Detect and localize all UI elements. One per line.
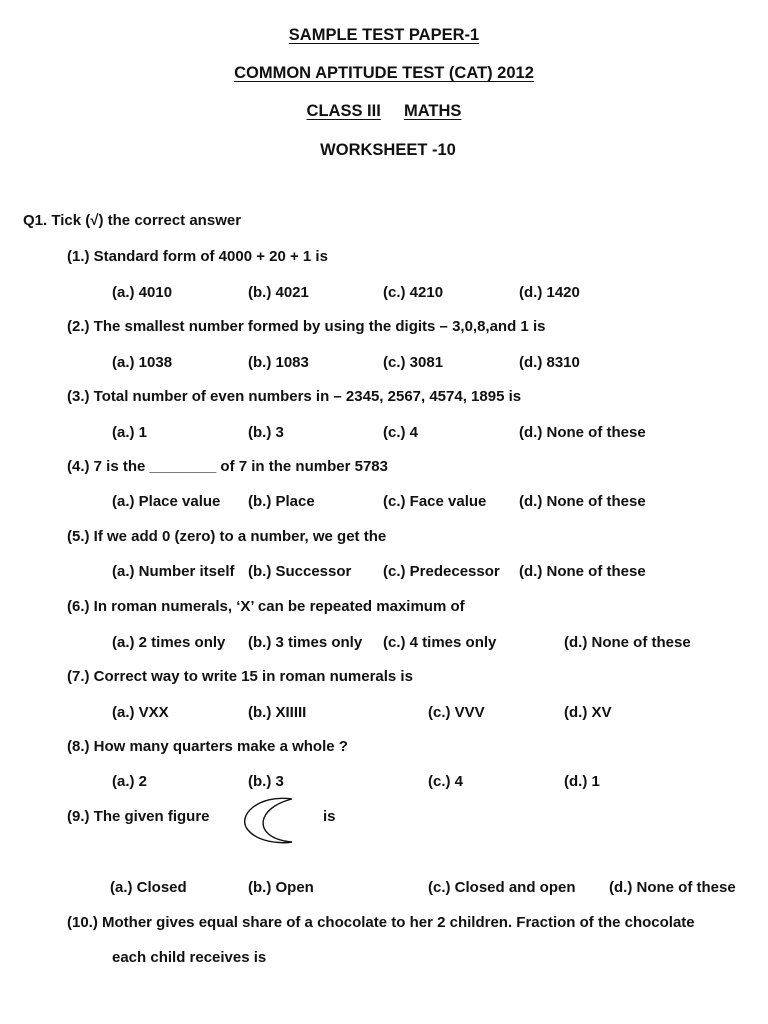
paper-title — [0, 26, 768, 45]
q1-option-a[interactable]: (a.) 4010 — [112, 284, 173, 301]
q7-option-a[interactable]: (a.) VXX — [112, 704, 169, 721]
q3-option-b[interactable]: (b.) 3 — [248, 424, 284, 441]
question-5: (5.) If we add 0 (zero) to a number, we get the — [67, 528, 387, 545]
question-9: (9.) The given figure — [67, 808, 210, 825]
class-label: CLASS III — [306, 102, 381, 120]
q5-option-c[interactable]: (c.) Predecessor — [383, 563, 500, 580]
q7-option-b[interactable]: (b.) XIIIII — [248, 704, 307, 721]
q2-option-c[interactable]: (c.) 3081 — [383, 354, 444, 371]
q8-option-a[interactable]: (a.) 2 — [112, 773, 148, 790]
q3-option-d[interactable]: (d.) None of these — [519, 424, 646, 441]
class-subject-line — [0, 102, 768, 121]
question-8: (8.) How many quarters make a whole ? — [67, 738, 348, 755]
q3-option-c[interactable]: (c.) 4 — [383, 424, 419, 441]
question-1: (1.) Standard form of 4000 + 20 + 1 is — [67, 248, 328, 265]
q8-option-c[interactable]: (c.) 4 — [428, 773, 464, 790]
q6-option-b[interactable]: (b.) 3 times only — [248, 634, 363, 651]
question-6: (6.) In roman numerals, ‘X’ can be repeated maximum of — [67, 598, 465, 615]
q2-option-a[interactable]: (a.) 1038 — [112, 354, 173, 371]
worksheet-title-text: WORKSHEET -10 — [320, 141, 456, 159]
section-title: Q1. Tick (√) the correct answer — [23, 212, 242, 229]
q2-option-b[interactable]: (b.) 1083 — [248, 354, 309, 371]
q4-option-d[interactable]: (d.) None of these — [519, 493, 646, 510]
q4-option-b[interactable]: (b.) Place — [248, 493, 315, 510]
q5-option-d[interactable]: (d.) None of these — [519, 563, 646, 580]
q6-option-d[interactable]: (d.) None of these — [564, 634, 691, 651]
worksheet-title — [4, 141, 768, 160]
question-3: (3.) Total number of even numbers in – 2345, 2567, 4574, 1895 is — [67, 388, 522, 405]
question-2: (2.) The smallest number formed by using the digits – 3,0,8,and 1 is — [67, 318, 546, 335]
q4-option-c[interactable]: (c.) Face value — [383, 493, 487, 510]
q6-option-c[interactable]: (c.) 4 times only — [383, 634, 497, 651]
q9-option-a[interactable]: (a.) Closed — [110, 879, 187, 896]
q9-option-d[interactable]: (d.) None of these — [609, 879, 736, 896]
q2-option-d[interactable]: (d.) 8310 — [519, 354, 580, 371]
q8-option-b[interactable]: (b.) 3 — [248, 773, 284, 790]
question-7: (7.) Correct way to write 15 in roman numerals is — [67, 668, 413, 685]
question-4: (4.) 7 is the ________ of 7 in the number 5783 — [67, 458, 388, 475]
q3-option-a[interactable]: (a.) 1 — [112, 424, 148, 441]
question-10-continuation: each child receives is — [112, 949, 267, 966]
q5-option-b[interactable]: (b.) Successor — [248, 563, 352, 580]
subject-label: MATHS — [404, 102, 462, 120]
exam-title — [0, 64, 768, 83]
q5-option-a[interactable]: (a.) Number itself — [112, 563, 235, 580]
question-9-suffix: is — [323, 808, 336, 825]
q1-option-b[interactable]: (b.) 4021 — [248, 284, 309, 301]
q8-option-d[interactable]: (d.) 1 — [564, 773, 600, 790]
q4-option-a[interactable]: (a.) Place value — [112, 493, 221, 510]
q1-option-c[interactable]: (c.) 4210 — [383, 284, 444, 301]
q9-option-b[interactable]: (b.) Open — [248, 879, 314, 896]
q9-option-c[interactable]: (c.) Closed and open — [428, 879, 576, 896]
q6-option-a[interactable]: (a.) 2 times only — [112, 634, 226, 651]
crescent-figure-icon — [240, 796, 296, 846]
q1-option-d[interactable]: (d.) 1420 — [519, 284, 580, 301]
question-10: (10.) Mother gives equal share of a chocolate to her 2 children. Fraction of the chocolate — [67, 914, 695, 931]
exam-title-text: COMMON APTITUDE TEST (CAT) 2012 — [234, 64, 534, 82]
q7-option-c[interactable]: (c.) VVV — [428, 704, 485, 721]
paper-title-text: SAMPLE TEST PAPER-1 — [288, 26, 480, 44]
q7-option-d[interactable]: (d.) XV — [564, 704, 612, 721]
